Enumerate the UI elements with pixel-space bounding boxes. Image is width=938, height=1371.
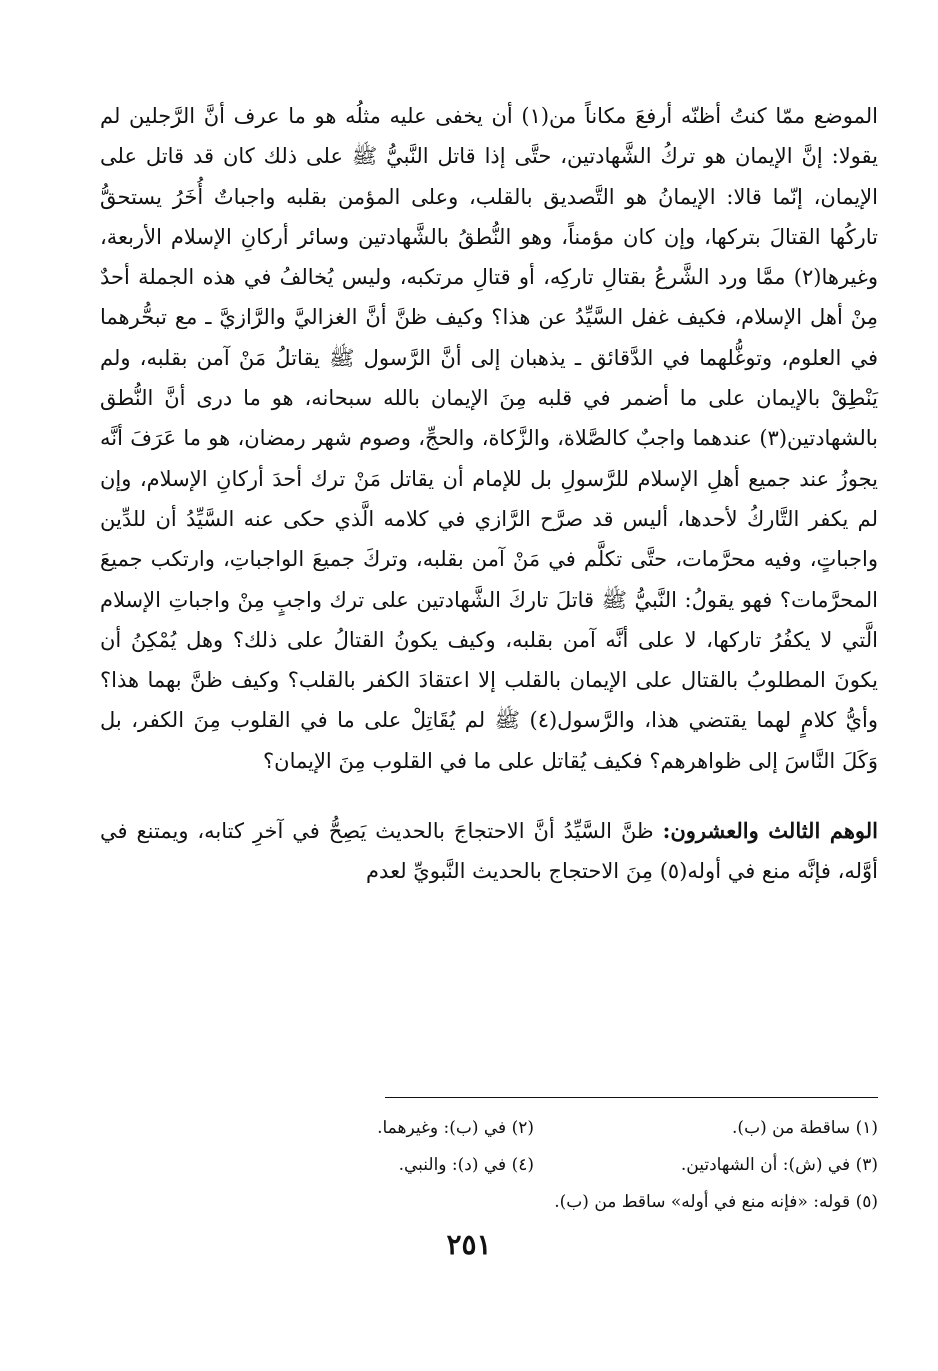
main-text-block	[100, 96, 878, 892]
section-heading: الوهم الثالث والعشرون:	[662, 818, 878, 844]
footnote-row	[100, 1147, 878, 1184]
footnote-divider	[385, 1097, 878, 1098]
footnote-1: (١) ساقطة من (ب).	[732, 1118, 878, 1138]
footnote-row	[100, 1110, 878, 1147]
paragraph-1	[100, 96, 878, 781]
page-number: ٢٥١	[446, 1228, 492, 1261]
footnote-4: (٤) في (د): والنبي.	[398, 1155, 534, 1175]
footnote-5: (٥) قوله: «فإنه منع في أوله» ساقط من (ب).	[554, 1192, 878, 1212]
footnote-3: (٣) في (ش): أن الشهادتين.	[680, 1155, 878, 1175]
footnote-row	[100, 1184, 878, 1221]
footnote-2: (٢) في (ب): وغيرهما.	[377, 1118, 534, 1138]
paragraph-2	[100, 811, 878, 892]
footnotes	[100, 1110, 878, 1221]
paragraph-1-text: الموضع ممّا كنتُ أظنّه أرفعَ مكاناً من(١) أن يخفى عليه مثلُه هو ما عرف أنَّ الرَّجلين لم يقولا: إنَّ الإيمان هو تركُ الشَّهادتين، حتَّى إذا قاتل النَّبيُّ ﷺ على ذلك كان قد قاتل على الإيمان، إنّما قالا: الإيمانُ هو التَّصديق بالقلب، وعلى المؤمن بقلبه واجباتٌ أُخَرُ يستحقُّ تاركُها القتالَ بتركها، وإن كان مؤمناً، وهو النُّطقُ بالشَّهادتين وسائر أركانِ الإسلام الأربعة، وغيرها(٢) ممَّا ورد الشَّرعُ بقتالِ تاركِه، أو قتالِ مرتكبه، وليس يُخالفُ في هذه الجملة أحدٌ مِنْ أهل الإسلام، فكيف غفل السَّيِّدُ عن هذا؟ وكيف ظنَّ أنَّ الغزاليَّ والرَّازيَّ ـ مع تبحُّرهما في العلوم، وتوغُّلهما في الدَّقائق ـ يذهبان إلى أنَّ الرَّسول ﷺ يقاتلُ مَنْ آمن بقلبه، ولم يَنْطِقْ بالإيمان على ما أضمر في قلبه مِنَ الإيمان بالله سبحانه، هو ما درى أنَّ النُّطق بالشهادتين(٣) عندهما واجبٌ كالصَّلاة، والزَّكاة، والحجِّ، وصوم شهر رمضان، هو ما عَرَفَ أنَّه يجوزُ عند جميع أهلِ الإسلام للرَّسولِ بل للإمام أن يقاتل مَنْ ترك أحدَ أركانِ الإسلام، وإن لم يكفر التَّاركُ لأحدها، أليس قد صرَّح الرَّازي في كلامه الَّذي حكى عنه السَّيِّدُ أن للدِّين واجباتٍ، وفيه محرَّمات، حتَّى تكلَّم في مَنْ آمن بقلبه، وتركَ جميعَ الواجباتِ، وارتكب جميعَ المحرَّمات؟ فهو يقولُ: النَّبيُّ ﷺ قاتلَ تاركَ الشَّهادتين على ترك واجبٍ مِنْ واجباتِ الإسلام الَّتي لا يكفُرُ تاركها، لا على أنَّه آمن بقلبه، وكيف يكونُ القتالُ على ذلك؟ وهل يُمْكِنُ أن يكونَ المطلوبُ بالقتال على الإيمان بالقلب إلا اعتقادَ الكفر بالقلب؟ وكيف ظنَّ بهما هذا؟ وأيُّ كلامٍ لهما يقتضي هذا، والرَّسول(٤) ﷺ لم يُقَاتِلْ على ما في القلوب مِنَ الكفر، بل وَكَلَ النَّاسَ إلى ظواهرهم؟ فكيف يُقاتل على ما في القلوب مِنَ الإيمان؟	[100, 104, 878, 773]
paragraph-2-text: ظنَّ السَّيِّدُ أنَّ الاحتجاجَ بالحديث يَصِحُّ في آخرِ كتابه، ويمتنع في أوَّله، فإنَّه منع في أوله(٥) مِنَ الاحتجاج بالحديث النَّبويِّ لعدم	[100, 819, 878, 884]
